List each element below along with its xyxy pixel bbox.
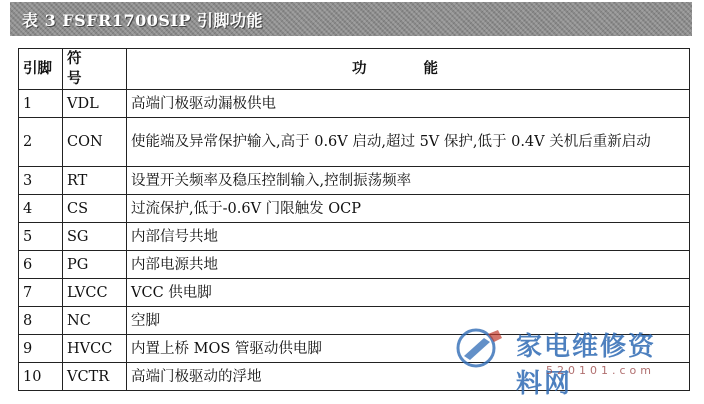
pin-symbol: HVCC — [63, 335, 127, 363]
pin-symbol: PG — [63, 251, 127, 279]
wrench-logo-icon — [454, 326, 510, 370]
pin-number: 3 — [19, 167, 63, 195]
pin-function: 设置开关频率及稳压控制输入,控制振荡频率 — [127, 167, 690, 195]
pin-number: 8 — [19, 307, 63, 335]
pin-symbol: VCTR — [63, 363, 127, 391]
pin-number: 1 — [19, 90, 63, 118]
pin-number: 6 — [19, 251, 63, 279]
table-row — [19, 279, 690, 307]
pin-number: 7 — [19, 279, 63, 307]
pin-function: 内部信号共地 — [127, 223, 690, 251]
table-row — [19, 251, 690, 279]
header-pin: 引脚 — [19, 49, 63, 90]
watermark-url: 520101.com — [546, 364, 655, 377]
pin-symbol: SG — [63, 223, 127, 251]
pin-symbol: RT — [63, 167, 127, 195]
watermark-text: 家电维修资料网 — [516, 332, 657, 399]
table-title: 表 3 FSFR1700SIP 引脚功能 — [22, 10, 264, 30]
pin-function: 高端门极驱动的浮地 — [127, 363, 690, 391]
pin-symbol: CON — [63, 118, 127, 167]
pin-number: 10 — [19, 363, 63, 391]
table-row — [19, 118, 690, 167]
table-header-row — [19, 49, 690, 90]
pin-symbol: VDL — [63, 90, 127, 118]
header-function: 功 能 — [127, 49, 690, 90]
table-row — [19, 223, 690, 251]
pin-function: 高端门极驱动漏极供电 — [127, 90, 690, 118]
pin-function: 过流保护,低于-0.6V 门限触发 OCP — [127, 195, 690, 223]
table-row — [19, 167, 690, 195]
pin-symbol: CS — [63, 195, 127, 223]
table-row — [19, 90, 690, 118]
pin-function: 使能端及异常保护输入,高于 0.6V 启动,超过 5V 保护,低于 0.4V 关机后重新启动 — [127, 118, 690, 167]
site-watermark — [454, 326, 674, 399]
pin-number: 5 — [19, 223, 63, 251]
header-symbol: 符 号 — [63, 49, 127, 90]
pin-number: 2 — [19, 118, 63, 167]
pin-number: 9 — [19, 335, 63, 363]
pin-symbol: NC — [63, 307, 127, 335]
pin-function: VCC 供电脚 — [127, 279, 690, 307]
table-title-bar — [10, 2, 692, 36]
table-row — [19, 195, 690, 223]
pin-function: 内置上桥 MOS 管驱动供电脚 — [127, 335, 690, 363]
pin-symbol: LVCC — [63, 279, 127, 307]
pin-function: 内部电源共地 — [127, 251, 690, 279]
pin-number: 4 — [19, 195, 63, 223]
pin-function: 空脚 — [127, 307, 690, 335]
